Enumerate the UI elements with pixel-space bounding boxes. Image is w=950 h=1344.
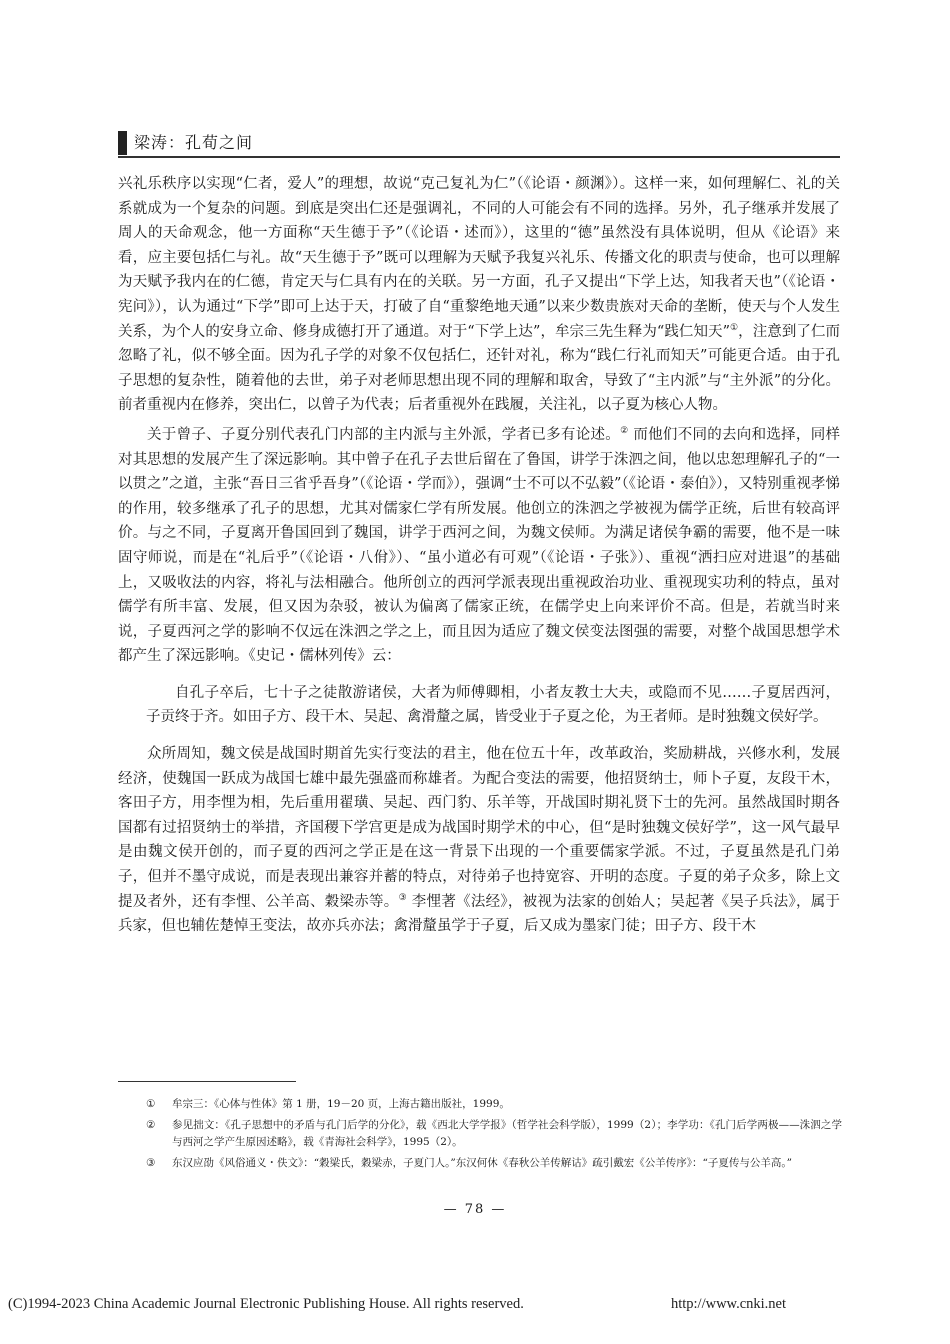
- footnote-3: ③ 东汉应劭《风俗通义・佚文》：“穀梁氏，穀梁赤，子夏门人。”东汉何休《春秋公羊传解诂》疏引戴宏《公羊传序》：“子夏传与公羊高。”: [146, 1157, 792, 1169]
- footnote-ref-2[interactable]: ②: [620, 426, 629, 437]
- footnote-ref-3[interactable]: ③: [398, 892, 407, 903]
- article-body: [118, 172, 840, 939]
- cnki-link[interactable]: http://www.cnki.net: [670, 1296, 786, 1312]
- footnote-2: ② 参见拙文：《孔子思想中的矛盾与孔门后学的分化》，载《西北大学学报》（哲学社会科学版），1999（2）；李学功：《孔门后学两极——洙泗之学与西河之学产生原因述略》，载《青海社会科学》，1995（2）。: [146, 1119, 842, 1148]
- copyright-line: [8, 1296, 942, 1313]
- header-title: 梁涛：孔荀之间: [134, 133, 254, 152]
- header-rule: [118, 156, 840, 158]
- footnote-rule: [118, 1081, 296, 1082]
- copyright-text: (C)1994-2023 China Academic Journal Electronic Publishing House. All rights reserved.: [8, 1296, 524, 1312]
- footnote-1: ① 牟宗三：《心体与性体》第 1 册，19－20 页，上海古籍出版社，1999。: [146, 1098, 510, 1110]
- paragraph-3: 众所周知，魏文侯是战国时期首先实行变法的君主，他在位五十年，改革政治，奖励耕战，兴修水利，发展经济，使魏国一跃成为战国七雄中最先强盛而称雄者。为配合变法的需要，他招贤纳士，师卜子夏，友段干木，客田子方，用李悝为相，先后重用翟璜、吴起、西门豹、乐羊等，开战国时期礼贤下士的先河。虽然战国时期各国都有过招贤纳士的举措，齐国稷下学宫更是成为战国时期学术的中心，但“是时独魏文侯好学”，这一风气最早是由魏文侯开创的，而子夏的西河之学正是在这一背景下出现的一个重要儒家学派。不过，子夏虽然是孔门弟子，但并不墨守成说，而是表现出兼容并蓄的特点，对待弟子也持宽容、开明的态度。子夏的弟子众多，除上文提及者外，还有李悝、公羊高、穀梁赤等。③ 李悝著《法经》，被视为法家的创始人；吴起著《吴子兵法》，属于兵家，但也辅佐楚悼王变法，故亦兵亦法；禽滑釐虽学于子夏，后又成为墨家门徒；田子方、段干木: [118, 746, 841, 935]
- page-number: — 78 —: [443, 1202, 507, 1217]
- paragraph-1: 兴礼乐秩序以实现“仁者，爱人”的理想，故说“克己复礼为仁”（《论语・颜渊》）。这样一来，如何理解仁、礼的关系就成为一个复杂的问题。到底是突出仁还是强调礼，不同的人可能会有不同的选择。另外，孔子继承并发展了周人的天命观念，他一方面称“天生德于予”（《论语・述而》），这里的“德”虽然没有具体说明，但从《论语》来看，应主要包括仁与礼。故“天生德于予”既可以理解为天赋予我复兴礼乐、传播文化的职责与使命，也可以理解为天赋予我内在的仁德，肯定天与仁具有内在的关联。另一方面，孔子又提出“下学上达，知我者天也”（《论语・宪问》），认为通过“下学”即可上达于天，打破了自“重黎绝地天通”以来少数贵族对天命的垄断，使天与个人发生关系，为个人的安身立命、修身成德打开了通道。对于“下学上达”，牟宗三先生释为“践仁知天”①，注意到了仁而忽略了礼，似不够全面。因为孔子学的对象不仅包括仁，还针对礼，称为“践仁行礼而知天”可能更合适。由于孔子思想的复杂性，随着他的去世，弟子对老师思想出现不同的理解和取舍，导致了“主内派”与“主外派”的分化。前者重视内在修养，突出仁，以曾子为代表；后者重视外在践履，关注礼，以子夏为核心人物。: [118, 176, 840, 414]
- block-quote: 自孔子卒后，七十子之徒散游诸侯，大者为师傅卿相，小者友教士大夫，或隐而不见……子夏居西河，子贡终于齐。如田子方、段干木、吴起、禽滑釐之属，皆受业于子夏之伦，为王者师。是时独魏文侯好学。: [146, 684, 840, 726]
- running-header: [118, 128, 838, 158]
- paragraph-2: 关于曾子、子夏分别代表孔门内部的主内派与主外派，学者已多有论述。② 而他们不同的去向和选择，同样对其思想的发展产生了深远影响。其中曾子在孔子去世后留在了鲁国，讲学于洙泗之间，他以忠恕理解孔子的“一以贯之”之道，主张“吾日三省乎吾身”（《论语・学而》），强调“士不可以不弘毅”（《论语・泰伯》），又特别重视孝悌的作用，较多继承了孔子的思想，尤其对儒家仁学有所发展。他创立的洙泗之学被视为儒学正统，后世有较高评价。与之不同，子夏离开鲁国回到了魏国，讲学于西河之间，为魏文侯师。为满足诸侯争霸的需要，他不是一味固守师说，而是在“礼后乎”（《论语・八佾》）、“虽小道必有可观”（《论语・子张》）、重视“洒扫应对进退”的基础上，又吸收法的内容，将礼与法相融合。他所创立的西河学派表现出重视政治功业、重视现实功利的特点，虽对儒学有所丰富、发展，但又因为杂驳，被认为偏离了儒家正统，在儒学史上向来评价不高。但是，若就当时来说，子夏西河之学的影响不仅远在洙泗之学之上，而且因为适应了魏文侯变法图强的需要，对整个战国思想学术都产生了深远影响。《史记・儒林列传》云：: [118, 426, 840, 665]
- footnote-ref-1[interactable]: ①: [729, 322, 739, 333]
- header-bar: [118, 131, 127, 155]
- footnotes: [146, 1096, 842, 1176]
